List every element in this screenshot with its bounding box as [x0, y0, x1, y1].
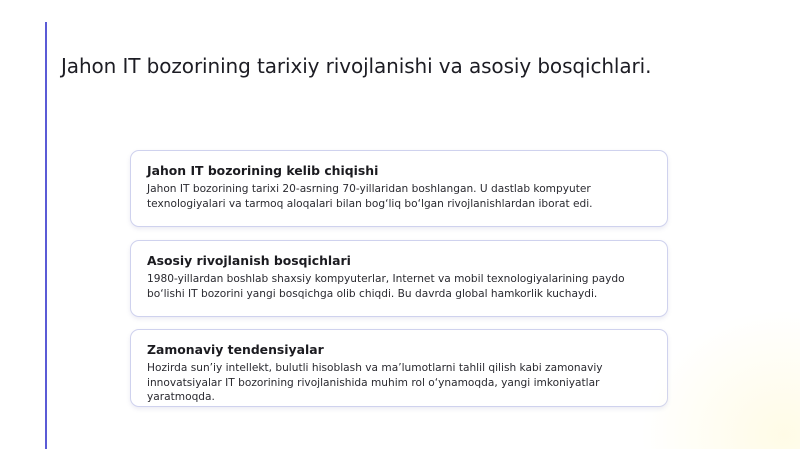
card-heading: Asosiy rivojlanish bosqichlari: [147, 253, 351, 268]
card-heading: Jahon IT bozorining kelib chiqishi: [147, 163, 379, 178]
card-body: Jahon IT bozorining tarixi 20-asrning 70-yillaridan boshlangan. U dastlab kompyuter texnologiyalari va tarmoq aloqalari bilan bog‘liq bo‘lgan rivojlanishlardan iborat edi.: [147, 183, 593, 210]
card-body: 1980-yillardan boshlab shaxsiy kompyuterlar, Internet va mobil texnologiyalarining paydo bo‘lishi IT bozorini yangi bosqichga olib chiqdi. Bu davrda global hamkorlik kuchaydi.: [147, 273, 625, 300]
info-card-trends: [130, 329, 668, 407]
info-card-stages: [130, 240, 668, 317]
decorative-glow: [640, 309, 800, 449]
slide-title: Jahon IT bozorining tarixiy rivojlanishi va asosiy bosqichlari.: [61, 54, 652, 78]
card-heading: Zamonaviy tendensiyalar: [147, 342, 324, 357]
card-body: Hozirda sun’iy intellekt, bulutli hisoblash va ma’lumotlarni tahlil qilish kabi zamonaviy innovatsiyalar IT bozorining rivojlanishida muhim rol o‘ynamoqda, yangi imkoniyatlar yaratmoqda.: [147, 362, 603, 403]
accent-line: [45, 22, 47, 449]
info-card-origin: [130, 150, 668, 227]
